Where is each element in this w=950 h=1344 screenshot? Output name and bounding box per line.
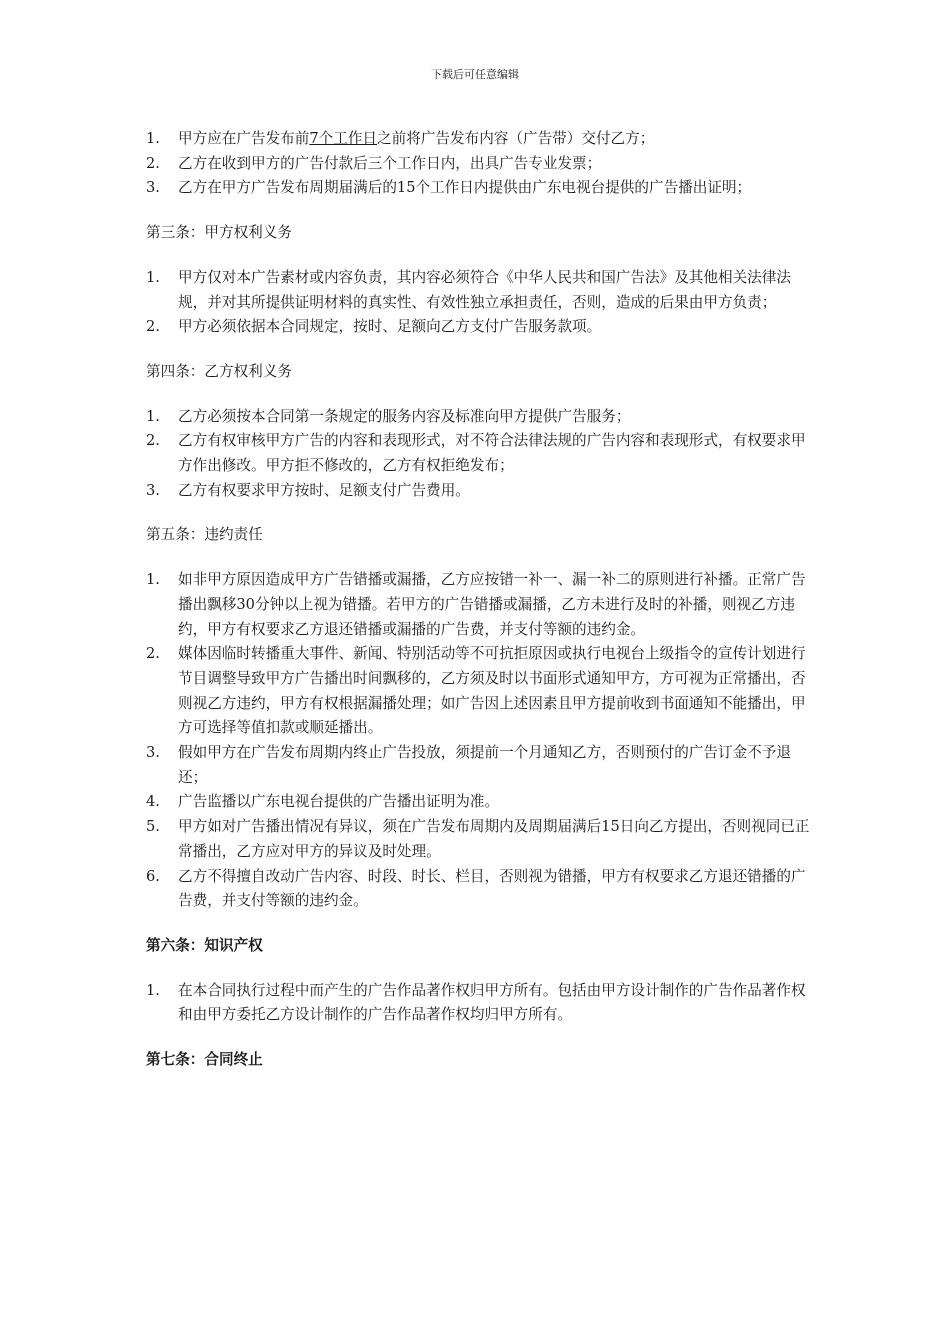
list-item — [146, 266, 810, 315]
list-item — [146, 315, 810, 340]
item-number: 1. — [146, 571, 160, 589]
item-text: 乙方在甲方广告发布周期届满后的15个工作日内提供由广东电视台提供的广告播出证明； — [178, 179, 752, 197]
list-item — [146, 979, 810, 1028]
page-header: 下载后可任意编辑 — [431, 68, 519, 81]
section4-list — [146, 405, 810, 504]
item-number: 6. — [146, 867, 160, 885]
item-text: 乙方有权审核甲方广告的内容和表现形式，对不符合法律法规的广告内容和表现形式，有权要求甲方作出修改。甲方拒不修改的，乙方有权拒绝发布； — [178, 432, 806, 475]
list-item — [146, 479, 810, 504]
item-text: 乙方必须按本合同第一条规定的服务内容及标准向甲方提供广告服务； — [178, 407, 631, 425]
item-number: 1. — [146, 130, 160, 147]
item-text: 甲方应在广告发布前 — [178, 130, 310, 147]
underlined-term: 7个工作日 — [309, 130, 378, 147]
section6-list — [146, 979, 810, 1028]
section-heading: 第五条：违约责任 — [146, 526, 263, 544]
item-text: 乙方在收到甲方的广告付款后三个工作日内，出具广告专业发票； — [178, 154, 602, 172]
item-number: 4. — [146, 793, 160, 811]
item-text: 乙方不得擅自改动广告内容、时段、时长、栏目，否则视为错播，甲方有权要求乙方退还错播的广告费，并支付等额的违约金。 — [178, 867, 806, 910]
list-item — [146, 568, 810, 642]
item-text: 广告监播以广东电视台提供的广告播出证明为准。 — [178, 793, 500, 811]
item-text: 如非甲方原因造成甲方广告错播或漏播，乙方应按错一补一、漏一补二的原则进行补播。正常广告播出飘移30分钟以上视为错播。若甲方的广告错播或漏播，乙方未进行及时的补播，则视乙方违约，甲方有权要求乙方退还错播或漏播的广告费，并支付等额的违约金。 — [178, 571, 806, 638]
item-number: 2. — [146, 645, 160, 663]
list-item — [146, 815, 810, 864]
item-text: 甲方仅对本广告素材或内容负责，其内容必须符合《中华人民共和国广告法》及其他相关法律法规，并对其所提供证明材料的真实性、有效性独立承担责任，否则，造成的后果由甲方负责； — [178, 268, 791, 311]
item-text: 甲方如对广告播出情况有异议，须在广告发布周期内及周期届满后15日向乙方提出，否则视同已正常播出，乙方应对甲方的异议及时处理。 — [178, 818, 810, 860]
item-text: 甲方必须依据本合同规定，按时、足额向乙方支付广告服务款项。 — [178, 318, 602, 336]
item-number: 5. — [146, 818, 160, 836]
contract-body — [146, 127, 810, 1093]
section2-list — [146, 127, 810, 201]
section3-list — [146, 266, 810, 340]
item-number: 1. — [146, 407, 160, 425]
list-item — [146, 865, 810, 914]
list-item — [146, 127, 810, 152]
item-text: 假如甲方在广告发布周期内终止广告投放，须提前一个月通知乙方，否则预付的广告订金不予退还； — [178, 744, 791, 786]
list-item — [146, 741, 810, 790]
item-number: 2. — [146, 432, 160, 450]
section-heading: 第三条：甲方权利义务 — [146, 224, 292, 242]
list-item — [146, 642, 810, 741]
list-item — [146, 429, 810, 478]
section-heading: 第四条：乙方权利义务 — [146, 362, 292, 380]
list-item — [146, 152, 810, 177]
list-item — [146, 790, 810, 815]
item-number: 3. — [146, 481, 160, 499]
list-item — [146, 405, 810, 430]
item-number: 3. — [146, 179, 160, 197]
item-text: 在本合同执行过程中而产生的广告作品著作权归甲方所有。包括由甲方设计制作的广告作品著作权和由甲方委托乙方设计制作的广告作品著作权均归甲方所有。 — [178, 981, 806, 1024]
item-number: 2. — [146, 154, 160, 172]
item-number: 1. — [146, 981, 160, 999]
section5-list — [146, 568, 810, 914]
section-heading: 第六条：知识产权 — [146, 936, 263, 954]
item-number: 2. — [146, 318, 160, 336]
item-text: 乙方有权要求甲方按时、足额支付广告费用。 — [178, 481, 470, 499]
list-item — [146, 176, 810, 201]
item-text: 媒体因临时转播重大事件、新闻、特别活动等不可抗拒原因或执行电视台上级指令的宣传计划进行节目调整导致甲方广告播出时间飘移的，乙方须及时以书面形式通知甲方，方可视为正常播出，否则视乙方违约，甲方有权根据漏播处理；如广告因上述因素且甲方提前收到书面通知不能播出，甲方可选择等值扣款或顺延播出。 — [178, 645, 806, 737]
item-number: 3. — [146, 744, 160, 762]
item-number: 1. — [146, 268, 160, 286]
item-text: 之前将广告发布内容（广告带）交付乙方； — [377, 130, 655, 147]
section-heading: 第七条：合同终止 — [146, 1051, 263, 1069]
